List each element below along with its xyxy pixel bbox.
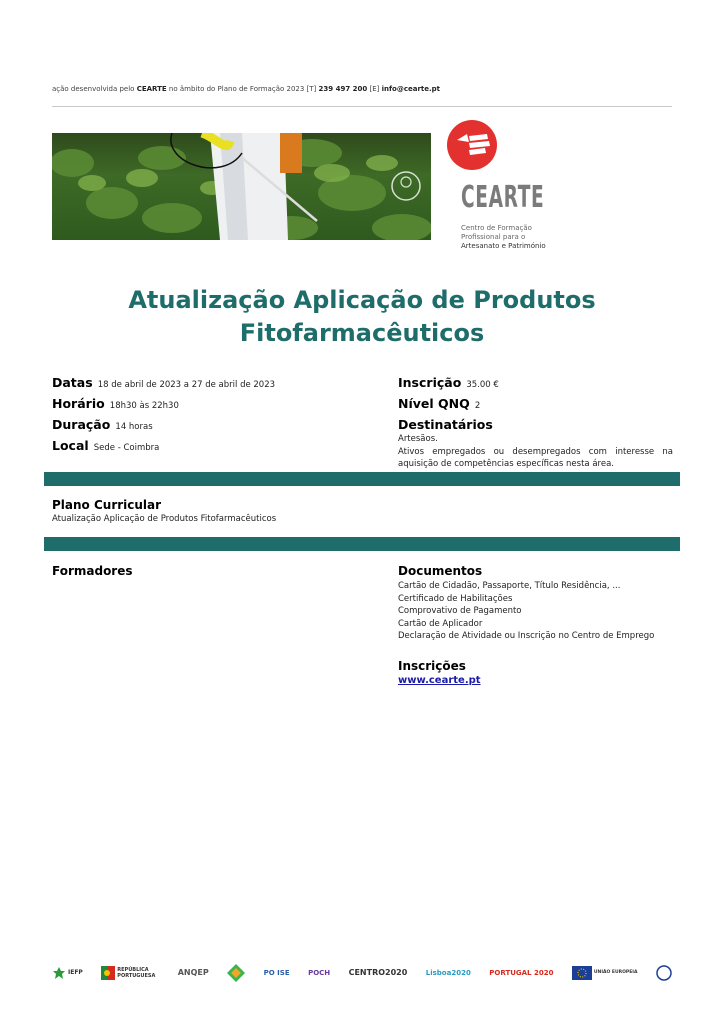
anqep-logo: ANQEP [177, 968, 209, 977]
header-org: CEARTE [136, 85, 167, 93]
uniao-europeia-logo: UNIÃO EUROPEIA [572, 966, 638, 980]
plano-curricular-item: Atualização Aplicação de Produtos Fitofarmacêuticos [52, 514, 277, 524]
documento-item: Cartão de Cidadão, Passaporte, Título Residência, ... [398, 581, 621, 591]
local-row [52, 436, 275, 457]
cearte-footer-logo [656, 965, 672, 981]
horario-row [52, 394, 275, 415]
duracao-label: Duração [52, 417, 111, 432]
horario-label: Horário [52, 396, 105, 411]
nivel-value: 2 [474, 401, 481, 411]
section-divider [44, 472, 680, 486]
local-label: Local [52, 438, 89, 453]
inscricao-value: 35.00 € [466, 380, 499, 390]
portugal2020-logo: PORTUGAL 2020 [489, 968, 554, 977]
documento-item: Declaração de Atividade ou Inscrição no Centro de Emprego [398, 631, 655, 641]
logo-sub-line: Profissional para o [461, 233, 526, 241]
logo-sub-line: Artesanato e Património [461, 242, 546, 250]
cearte-website-link[interactable]: www.cearte.pt [398, 675, 481, 686]
local-value: Sede - Coimbra [93, 443, 160, 453]
duracao-value: 14 horas [115, 422, 153, 432]
course-title-line1: Atualização Aplicação de Produtos [128, 286, 596, 314]
horario-value: 18h30 às 22h30 [109, 401, 179, 411]
centro-qualifica-logo [227, 964, 245, 982]
section-divider [44, 537, 680, 551]
destinatarios-line: Artesãos. [398, 434, 438, 444]
phone-tag: [T] [306, 85, 317, 93]
nivel-row [398, 394, 673, 415]
phone-number: 239 497 200 [318, 85, 368, 93]
course-title-line2: Fitofarmacêuticos [239, 319, 485, 347]
header-rule [52, 106, 672, 107]
course-title [52, 284, 672, 350]
destinatarios-line: Ativos empregados ou desempregados com interesse na aquisição de competências específicas nesta área. [398, 446, 673, 469]
destinatarios-label: Destinatários [398, 417, 493, 432]
plano-curricular-heading: Plano Curricular [52, 498, 162, 512]
inscricao-label: Inscrição [398, 375, 462, 390]
centro2020-logo: CENTRO2020 [348, 968, 408, 977]
header-middle: no âmbito do Plano de Formação 2023 [168, 85, 305, 93]
logo-sub-line: Centro de Formação [461, 224, 532, 232]
email-tag: [E] [369, 85, 380, 93]
documento-item: Cartão de Aplicador [398, 618, 483, 629]
inscricao-row [398, 373, 673, 394]
formadores-heading: Formadores [52, 564, 133, 578]
email-address[interactable]: info@cearte.pt [381, 85, 441, 93]
inscricoes-heading: Inscrições [398, 659, 466, 673]
lisboa2020-logo: Lisboa2020 [425, 968, 471, 977]
hero-image [52, 133, 431, 240]
duracao-row [52, 415, 275, 436]
course-info-right [398, 373, 673, 471]
nivel-label: Nível QNQ [398, 396, 470, 411]
po-ise-logo: PO ISE [263, 968, 290, 977]
datas-row [52, 373, 275, 394]
republica-logo: REPÚBLICA PORTUGUESA [101, 966, 159, 980]
cearte-logo-subtitle [461, 224, 546, 251]
documentos-list [398, 580, 654, 643]
documento-item: Certificado de Habilitações [398, 593, 513, 604]
iefp-logo: IEFP [52, 966, 83, 980]
datas-label: Datas [52, 375, 93, 390]
datas-value: 18 de abril de 2023 a 27 de abril de 2023 [97, 380, 276, 390]
cearte-logo [447, 120, 577, 260]
documentos-heading: Documentos [398, 564, 483, 578]
documento-item: Comprovativo de Pagamento [398, 606, 522, 616]
footer-logos [52, 950, 672, 995]
poch-logo: POCH [308, 968, 331, 977]
header-line [52, 85, 440, 93]
header-prefix: ação desenvolvida pelo [52, 85, 135, 93]
cearte-logo-mark [447, 120, 497, 170]
course-info-left [52, 373, 275, 457]
destinatarios-row [398, 415, 673, 433]
cearte-logo-name: CEARTE [461, 180, 545, 215]
hero-photo-illustration [52, 133, 431, 240]
